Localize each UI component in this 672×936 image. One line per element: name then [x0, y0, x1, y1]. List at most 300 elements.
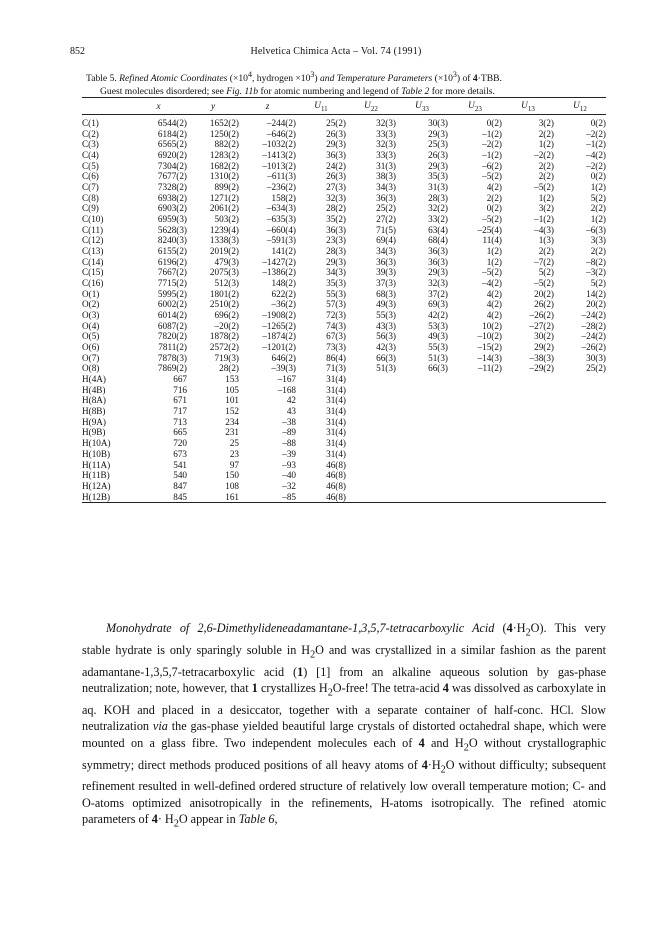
compound-ref: 4: [418, 735, 425, 750]
value-cell: 105: [225, 384, 239, 395]
value-cell: 2075(3): [209, 267, 239, 278]
table-row: [82, 299, 606, 310]
column-header-atom: [82, 98, 130, 115]
caption-label: Table 5.: [86, 73, 120, 85]
caption-sup: 3: [310, 70, 315, 79]
page-header: [70, 46, 602, 60]
value-cell: –168: [277, 384, 296, 395]
value-cell: –4(2): [482, 278, 502, 289]
value-cell: [554, 470, 606, 481]
value-cell: [502, 449, 554, 460]
text-span: the gas-phase yielded beautiful large crystals of distorted octahedral shape, which were mounted on a glass fibre. Two independent molecules each of: [82, 719, 606, 750]
value-cell: [346, 406, 396, 417]
caption-text: ·TBB.: [477, 73, 502, 85]
value-cell: 6087(2): [157, 320, 187, 331]
table-row: [82, 374, 606, 385]
table-row: [82, 460, 606, 471]
value-cell: 49(3): [376, 299, 396, 310]
caption-line-1: [86, 69, 606, 86]
value-cell: 6002(2): [157, 299, 187, 310]
value-cell: 713: [173, 416, 187, 427]
atom-label-cell: H(9B): [82, 427, 106, 438]
value-cell: 26(3): [326, 171, 346, 182]
column-header-u12: $U_{12}$: [573, 99, 587, 113]
value-cell: 20(2): [586, 299, 606, 310]
value-cell: –3(2): [586, 267, 606, 278]
table-header-row: [82, 98, 606, 115]
value-cell: –24(2): [581, 310, 606, 321]
caption-text: for more details.: [429, 85, 495, 97]
value-cell: 7304(2): [157, 160, 187, 171]
value-cell: 25(2): [586, 363, 606, 374]
value-cell: 42: [286, 395, 296, 406]
value-cell: [502, 481, 554, 492]
value-cell: 540: [173, 470, 187, 481]
value-cell: –88: [282, 438, 296, 449]
value-cell: –5(2): [534, 278, 554, 289]
value-cell: [448, 406, 502, 417]
value-cell: [396, 438, 448, 449]
compound-ref: 1: [251, 681, 258, 696]
value-cell: 2(2): [538, 128, 554, 139]
value-cell: [346, 417, 396, 428]
value-cell: 34(3): [376, 246, 396, 257]
table-row: [82, 225, 606, 236]
value-cell: 1250(2): [209, 128, 239, 139]
value-cell: –1032(2): [262, 139, 296, 150]
compound-ref: 4: [442, 681, 449, 696]
value-cell: –1(2): [534, 214, 554, 225]
value-cell: 42(3): [376, 342, 396, 353]
atom-label-cell: H(4B): [82, 384, 106, 395]
atom-label-cell: C(13): [82, 246, 104, 257]
value-cell: [346, 374, 396, 385]
value-cell: –591(3): [266, 235, 296, 246]
value-cell: –635(3): [266, 214, 296, 225]
text-span: O: [530, 621, 540, 635]
value-cell: 4(2): [486, 299, 502, 310]
value-cell: 66(3): [428, 363, 448, 374]
value-cell: –2(2): [534, 150, 554, 161]
value-cell: –8(2): [586, 256, 606, 267]
value-cell: [346, 460, 396, 471]
table-row: [82, 193, 606, 204]
atom-label-cell: H(8A): [82, 395, 106, 406]
table-row: [82, 150, 606, 161]
atom-label-cell: C(11): [82, 224, 104, 235]
table-row: [82, 470, 606, 481]
value-cell: [346, 427, 396, 438]
value-cell: –7(2): [534, 256, 554, 267]
value-cell: –6(3): [586, 224, 606, 235]
value-cell: 33(3): [376, 150, 396, 161]
value-cell: 1(2): [590, 182, 606, 193]
value-cell: 8240(3): [157, 235, 187, 246]
table-row: [82, 481, 606, 492]
caption-title-italic: and Temperature Parameters: [320, 73, 433, 85]
table-row: [82, 363, 606, 374]
atom-label-cell: H(11B): [82, 470, 110, 481]
value-cell: [448, 427, 502, 438]
paragraph-text: [82, 620, 606, 833]
value-cell: 671: [173, 395, 187, 406]
value-cell: –1(2): [482, 128, 502, 139]
value-cell: 32(3): [326, 192, 346, 203]
column-header-u33: $U_{33}$: [415, 99, 429, 113]
value-cell: [554, 395, 606, 406]
subscript: 2: [310, 649, 316, 661]
value-cell: [396, 406, 448, 417]
atom-label-cell: C(9): [82, 203, 99, 214]
value-cell: [448, 481, 502, 492]
value-cell: [502, 427, 554, 438]
value-cell: –1427(2): [262, 256, 296, 267]
subscript: 2: [173, 818, 179, 830]
value-cell: [448, 374, 502, 385]
value-cell: 39(3): [376, 267, 396, 278]
text-span: O without crystallographic symmetry; direct methods produced positions of all heavy atoms of: [82, 735, 607, 772]
value-cell: 1(2): [538, 192, 554, 203]
value-cell: –5(2): [534, 182, 554, 193]
value-cell: 152: [225, 406, 239, 417]
value-cell: –5(2): [482, 214, 502, 225]
value-cell: 1801(2): [209, 288, 239, 299]
value-cell: 158(2): [271, 192, 296, 203]
value-cell: –167: [277, 374, 296, 385]
value-cell: 25(2): [376, 203, 396, 214]
value-cell: 5(2): [590, 192, 606, 203]
value-cell: [448, 417, 502, 428]
value-cell: [448, 438, 502, 449]
value-cell: 7667(2): [157, 267, 187, 278]
value-cell: 1(3): [538, 235, 554, 246]
value-cell: 1283(2): [209, 150, 239, 161]
column-header-u13: $U_{13}$: [521, 99, 535, 113]
value-cell: 31(4): [326, 416, 346, 427]
value-cell: –14(3): [477, 352, 502, 363]
compound-ref: 4: [472, 73, 478, 85]
text-span: and H: [424, 735, 464, 750]
value-cell: 69(3): [428, 299, 448, 310]
value-cell: 231: [225, 427, 239, 438]
column-header-x: x: [156, 101, 161, 111]
value-cell: 67(3): [326, 331, 346, 342]
value-cell: 31(3): [428, 182, 448, 193]
value-cell: [346, 481, 396, 492]
table-row: [82, 438, 606, 449]
text-span: ).: [539, 621, 547, 635]
value-cell: 97: [229, 459, 239, 470]
value-cell: 30(3): [428, 118, 448, 128]
value-cell: 71(5): [376, 224, 396, 235]
value-cell: –1265(2): [262, 320, 296, 331]
table-body: [82, 118, 606, 502]
compound-ref: 4: [151, 812, 158, 827]
value-cell: 2(2): [590, 203, 606, 214]
value-cell: 35(3): [326, 278, 346, 289]
value-cell: 34(3): [376, 182, 396, 193]
value-cell: –38(3): [529, 352, 554, 363]
table-row: [82, 171, 606, 182]
value-cell: 55(3): [428, 342, 448, 353]
value-cell: 46(8): [326, 491, 346, 502]
value-cell: 29(3): [428, 160, 448, 171]
value-cell: 29(2): [534, 342, 554, 353]
value-cell: 6544(2): [157, 118, 187, 128]
value-cell: [554, 406, 606, 417]
atom-label-cell: O(4): [82, 320, 100, 331]
value-cell: [554, 438, 606, 449]
value-cell: 74(3): [326, 320, 346, 331]
value-cell: 5995(2): [157, 288, 187, 299]
value-cell: [448, 449, 502, 460]
atom-label-cell: H(4A): [82, 374, 106, 385]
value-cell: 37(2): [428, 288, 448, 299]
value-cell: 2(2): [538, 160, 554, 171]
caption-text: Guest molecules disordered; see: [100, 85, 227, 97]
value-cell: 6920(2): [157, 150, 187, 161]
subscript: 2: [525, 627, 531, 639]
value-cell: –1(2): [586, 139, 606, 150]
table-row: [82, 331, 606, 342]
value-cell: 28(2): [219, 363, 239, 374]
value-cell: 1(2): [590, 214, 606, 225]
atom-label-cell: O(3): [82, 310, 100, 321]
value-cell: –25(4): [477, 224, 502, 235]
value-cell: [502, 395, 554, 406]
value-cell: 6184(2): [157, 128, 187, 139]
value-cell: 5(2): [538, 267, 554, 278]
value-cell: [396, 481, 448, 492]
subscript: 2: [463, 742, 469, 754]
value-cell: 29(3): [428, 267, 448, 278]
table-row: [82, 427, 606, 438]
atom-label-cell: C(14): [82, 256, 104, 267]
compound-ref: 4: [421, 757, 428, 772]
value-cell: –11(2): [477, 363, 502, 374]
column-header-u11: $U_{11}$: [314, 99, 328, 113]
value-cell: [502, 460, 554, 471]
value-cell: [554, 481, 606, 492]
value-cell: 31(3): [376, 160, 396, 171]
value-cell: –5(2): [482, 267, 502, 278]
value-cell: 667: [173, 374, 187, 385]
table-row: [82, 310, 606, 321]
running-head: Helvetica Chimica Acta – Vol. 74 (1991): [250, 46, 422, 57]
atom-label-cell: H(12B): [82, 491, 111, 502]
value-cell: 72(3): [326, 310, 346, 321]
value-cell: [554, 385, 606, 396]
value-cell: 2(2): [590, 246, 606, 257]
atom-label-cell: O(6): [82, 342, 100, 353]
value-cell: –2(2): [586, 160, 606, 171]
value-cell: 161: [225, 491, 239, 502]
value-cell: [502, 374, 554, 385]
value-cell: 2061(2): [209, 203, 239, 214]
value-cell: 7869(2): [157, 363, 187, 374]
value-cell: –1201(2): [262, 342, 296, 353]
value-cell: 29(3): [428, 128, 448, 139]
value-cell: [502, 417, 554, 428]
value-cell: 6196(2): [157, 256, 187, 267]
value-cell: 1682(2): [209, 160, 239, 171]
subscript: 2: [440, 764, 446, 776]
value-cell: 7328(2): [157, 182, 187, 193]
value-cell: 51(3): [376, 363, 396, 374]
value-cell: –611(3): [267, 171, 296, 182]
data-table: [82, 98, 606, 502]
value-cell: –2(2): [586, 128, 606, 139]
value-cell: 234: [225, 416, 239, 427]
value-cell: 36(3): [326, 150, 346, 161]
value-cell: 31(4): [326, 395, 346, 406]
table-caption: [86, 69, 606, 98]
value-cell: 717: [173, 406, 187, 417]
value-cell: 26(2): [534, 299, 554, 310]
caption-text: (×10: [432, 73, 453, 85]
value-cell: 30(2): [534, 331, 554, 342]
value-cell: 6014(2): [157, 310, 187, 321]
value-cell: –634(3): [266, 203, 296, 214]
value-cell: 43(3): [376, 320, 396, 331]
value-cell: 46(8): [326, 459, 346, 470]
value-cell: 28(3): [326, 246, 346, 257]
value-cell: [448, 395, 502, 406]
atom-label-cell: H(11A): [82, 459, 111, 470]
value-cell: 512(3): [214, 278, 239, 289]
table-row: [82, 395, 606, 406]
value-cell: 36(3): [326, 224, 346, 235]
value-cell: 23: [229, 448, 239, 459]
value-cell: 4(2): [486, 288, 502, 299]
table-row: [82, 342, 606, 353]
value-cell: 1(2): [486, 256, 502, 267]
value-cell: –27(2): [529, 320, 554, 331]
value-cell: 66(3): [376, 352, 396, 363]
text-span: was dissolved as carboxylate in aq. KOH and placed in a desiccator, together with a separate container of half-conc. HCl. Slow neutralization: [82, 681, 606, 734]
atomic-coordinates-table: [82, 97, 606, 503]
value-cell: 1(2): [538, 139, 554, 150]
value-cell: [502, 438, 554, 449]
value-cell: [554, 374, 606, 385]
value-cell: 6155(2): [157, 246, 187, 257]
value-cell: 11(4): [482, 235, 502, 246]
value-cell: 719(3): [214, 352, 239, 363]
table-ref: Table 6: [238, 812, 275, 827]
value-cell: 73(3): [326, 342, 346, 353]
value-cell: [346, 395, 396, 406]
compound-ref: 1: [297, 664, 304, 679]
value-cell: 23(3): [326, 235, 346, 246]
value-cell: 31(4): [326, 438, 346, 449]
table-row: [82, 406, 606, 417]
value-cell: 32(3): [428, 278, 448, 289]
value-cell: 42(2): [428, 310, 448, 321]
value-cell: 479(3): [214, 256, 239, 267]
value-cell: 35(3): [428, 171, 448, 182]
value-cell: 49(3): [428, 331, 448, 342]
table-row: [82, 417, 606, 428]
value-cell: –29(2): [529, 363, 554, 374]
value-cell: 665: [173, 427, 187, 438]
value-cell: 646(2): [271, 352, 296, 363]
atom-label-cell: C(2): [82, 128, 99, 139]
value-cell: 68(4): [428, 235, 448, 246]
atom-label-cell: O(8): [82, 363, 100, 374]
value-cell: –1413(2): [262, 150, 296, 161]
table-row: [82, 182, 606, 193]
value-cell: –1908(2): [262, 310, 296, 321]
value-cell: 2(2): [538, 246, 554, 257]
value-cell: 7878(3): [157, 352, 187, 363]
atom-label-cell: H(8B): [82, 406, 106, 417]
value-cell: 720: [173, 438, 187, 449]
value-cell: 33(3): [376, 128, 396, 139]
value-cell: 24(2): [326, 160, 346, 171]
value-cell: [502, 470, 554, 481]
value-cell: [396, 417, 448, 428]
value-cell: 2572(2): [209, 342, 239, 353]
value-cell: 25(2): [326, 118, 346, 128]
value-cell: –38: [282, 416, 296, 427]
value-cell: 3(3): [590, 235, 606, 246]
atom-label-cell: C(15): [82, 267, 104, 278]
value-cell: 55(3): [326, 288, 346, 299]
value-cell: 28(2): [326, 203, 346, 214]
value-cell: 30(3): [586, 352, 606, 363]
value-cell: [346, 492, 396, 503]
atom-label-cell: C(7): [82, 182, 99, 193]
value-cell: [396, 470, 448, 481]
paragraph-heading: Monohydrate of 2,6-Dimethylideneadamantane-1,3,5,7-tetracarboxylic Acid: [106, 621, 495, 635]
text-span: O-free! The tetra-acid: [332, 681, 443, 696]
atom-label-cell: C(5): [82, 160, 99, 171]
atom-label-cell: C(8): [82, 192, 99, 203]
value-cell: –6(2): [482, 160, 502, 171]
value-cell: [448, 385, 502, 396]
value-cell: 31(4): [326, 374, 346, 385]
value-cell: –36(2): [271, 299, 296, 310]
caption-text: for atomic numbering and legend of: [258, 85, 402, 97]
value-cell: 7811(2): [158, 342, 187, 353]
value-cell: 696(2): [214, 310, 239, 321]
value-cell: [396, 449, 448, 460]
value-cell: 0(2): [486, 118, 502, 128]
value-cell: 26(3): [428, 150, 448, 161]
atom-label-cell: C(12): [82, 235, 104, 246]
table-row: [82, 289, 606, 300]
value-cell: 3(2): [538, 203, 554, 214]
value-cell: –89: [282, 427, 296, 438]
caption-text: (×10: [227, 73, 248, 85]
column-header-u23: $U_{23}$: [468, 99, 482, 113]
value-cell: 57(3): [326, 299, 346, 310]
atom-label-cell: O(2): [82, 299, 100, 310]
value-cell: 1878(2): [209, 331, 239, 342]
value-cell: 29(3): [326, 139, 346, 150]
value-cell: 2(2): [538, 171, 554, 182]
value-cell: 71(3): [326, 363, 346, 374]
value-cell: [346, 385, 396, 396]
body-paragraph: [82, 620, 606, 833]
value-cell: 7820(2): [157, 331, 187, 342]
value-cell: –1(2): [482, 150, 502, 161]
value-cell: [448, 492, 502, 503]
atom-label-cell: O(1): [82, 288, 100, 299]
value-cell: 6959(3): [157, 214, 187, 225]
italic-text: via: [152, 719, 168, 734]
value-cell: [346, 438, 396, 449]
